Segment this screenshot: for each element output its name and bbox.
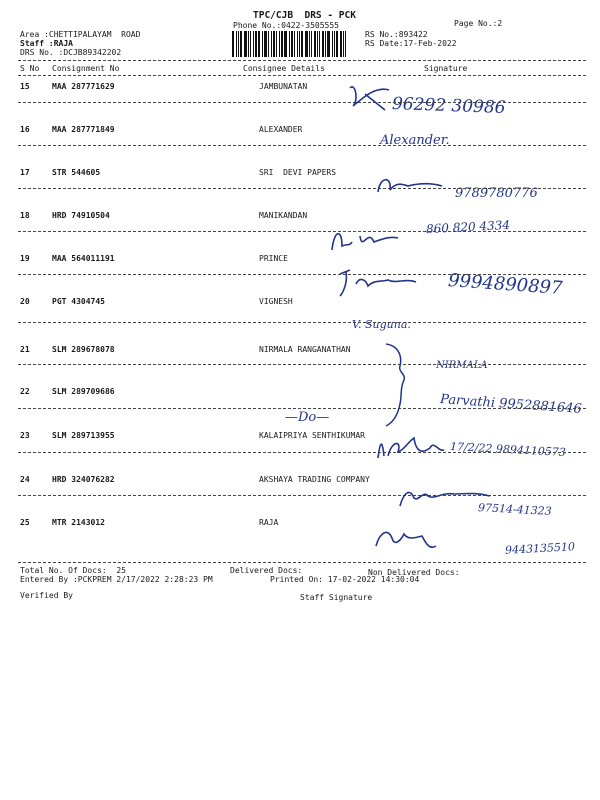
bracket-mark [380,340,420,430]
barcode-bar [291,31,293,57]
signature-scribble [328,222,438,262]
barcode-image [232,31,360,57]
barcode-bar [264,31,267,57]
printed-on: Printed On: 17-02-2022 14:30:04 [270,575,420,584]
row-sno: 18 [20,211,30,220]
divider [18,75,586,76]
row-consignment: SLM 289678078 [52,345,115,354]
barcode-bar [309,31,310,57]
row-sno: 19 [20,254,30,263]
entered-by: Entered By :PCKPREM 2/17/2022 2:28:23 PM [20,575,213,584]
rs-date: RS Date:17-Feb-2022 [365,39,457,48]
barcode-bar [332,31,333,57]
barcode-bar [255,31,257,57]
barcode-bar [289,31,290,57]
divider [18,60,586,61]
barcode-bar [279,31,280,57]
barcode-bar [322,31,324,57]
row-consignee: SRI DEVI PAPERS [259,168,337,177]
row-sno: 17 [20,168,30,177]
row-consignment: SLM 289713955 [52,431,115,440]
staff-signature-label: Staff Signature [300,593,373,602]
staff-label: Staff :RAJA [20,39,73,48]
row-sno: 25 [20,518,30,527]
barcode-bar [236,31,237,57]
barcode-bar [258,31,260,57]
row-divider [18,188,586,189]
row-consignment: MAA 287771849 [52,125,115,134]
col-sno: S No [20,64,40,73]
barcode-bar [336,31,338,57]
divider [18,562,586,563]
handwritten-note: 97514-41323 [477,501,552,518]
row-sno: 24 [20,475,30,484]
barcode-bar [334,31,335,57]
barcode-bar [317,31,318,57]
barcode-bar [311,31,312,57]
row-consignee: PRINCE [259,254,288,263]
col-consignee: Consignee Details [243,64,325,73]
document-title: TPC/CJB DRS - PCK [253,10,356,21]
row-divider [18,452,586,453]
barcode-bar [271,31,272,57]
barcode-bar [268,31,269,57]
area-label: Area :CHETTIPALAYAM ROAD [20,30,141,39]
row-sno: 23 [20,431,30,440]
signature-scribble [374,432,484,472]
row-consignment: PGT 4304745 [52,297,105,306]
barcode-bar [301,31,303,57]
row-divider [18,322,586,323]
total-docs: Total No. Of Docs: 25 [20,566,126,575]
handwritten-note: 9443135510 [504,540,576,557]
barcode-bar [314,31,316,57]
row-sno: 15 [20,82,30,91]
barcode-bar [273,31,275,57]
row-sno: 22 [20,387,30,396]
col-signature: Signature [424,64,468,73]
row-sno: 21 [20,345,30,354]
handwritten-note: 860 820 4334 [425,217,511,237]
barcode-bar [297,31,298,57]
signature-scribble [394,482,504,522]
barcode-bar [345,31,346,57]
barcode-bar [238,31,239,57]
row-consignee: AKSHAYA TRADING COMPANY [259,475,370,484]
non-delivered-docs: Non Delivered Docs: [368,568,460,577]
drs-number: DRS No. :DCJB89342202 [20,48,122,57]
barcode-bar [319,31,320,57]
signature-scribble [345,80,455,120]
col-consignment: Consignment No [52,64,120,73]
handwritten-note: V. Suguna. [352,318,411,331]
ditto-mark: —Do— [285,410,330,425]
barcode-bar [250,31,251,57]
signature-scribble [370,524,480,564]
handwritten-note: 9994890897 [447,270,564,299]
barcode-bar [327,31,330,57]
row-consignee: JAMBUNATAN [259,82,308,91]
row-consignment: HRD 74910504 [52,211,110,220]
signature-scribble [336,266,446,306]
row-consignment: SLM 289709686 [52,387,115,396]
row-consignment: MTR 2143012 [52,518,105,527]
barcode-bar [253,31,254,57]
barcode-bar [325,31,326,57]
row-consignee: KALAIPRIYA SENTHIKUMAR [259,431,365,440]
row-consignee: NIRMALA RANGANATHAN [259,345,351,354]
handwritten-note: Alexander. [380,133,450,148]
verified-by: Verified By [20,591,73,600]
row-consignee: RAJA [259,518,279,527]
row-divider [18,102,586,103]
row-consignee: VIGNESH [259,297,293,306]
row-sno: 20 [20,297,30,306]
signature-scribble [372,172,482,212]
phone-number: Phone No.:0422-3505555 [233,21,339,30]
barcode-bar [276,31,277,57]
row-consignment: MAA 564011191 [52,254,115,263]
barcode-bar [299,31,300,57]
row-consignment: STR 544605 [52,168,101,177]
barcode-bar [232,31,234,57]
row-divider [18,364,586,365]
barcode-bar [244,31,247,57]
row-consignee: MANIKANDAN [259,211,308,220]
rs-number: RS No.:893422 [365,30,428,39]
row-consignment: MAA 287771629 [52,82,115,91]
row-sno: 16 [20,125,30,134]
barcode-bar [340,31,342,57]
row-consignment: HRD 324076282 [52,475,115,484]
handwritten-note: NIRMALA [436,360,488,371]
barcode-bar [248,31,249,57]
handwritten-note: 17/2/22 9894110573 [449,439,567,460]
barcode-bar [305,31,308,57]
barcode-bar [294,31,295,57]
row-divider [18,145,586,146]
barcode-bar [343,31,344,57]
row-divider [18,274,586,275]
row-divider [18,231,586,232]
row-divider [18,408,586,409]
handwritten-note: 96292 30986 [391,94,506,118]
page-number: Page No.:2 [454,19,503,28]
barcode-bar [281,31,283,57]
delivered-docs: Delivered Docs: [230,566,303,575]
barcode-bar [262,31,263,57]
handwritten-note: 9789780776 [455,186,538,201]
barcode-bar [240,31,242,57]
handwritten-note: Parvathi 9952881646 [439,392,583,417]
row-consignee: ALEXANDER [259,125,303,134]
barcode-bar [284,31,287,57]
